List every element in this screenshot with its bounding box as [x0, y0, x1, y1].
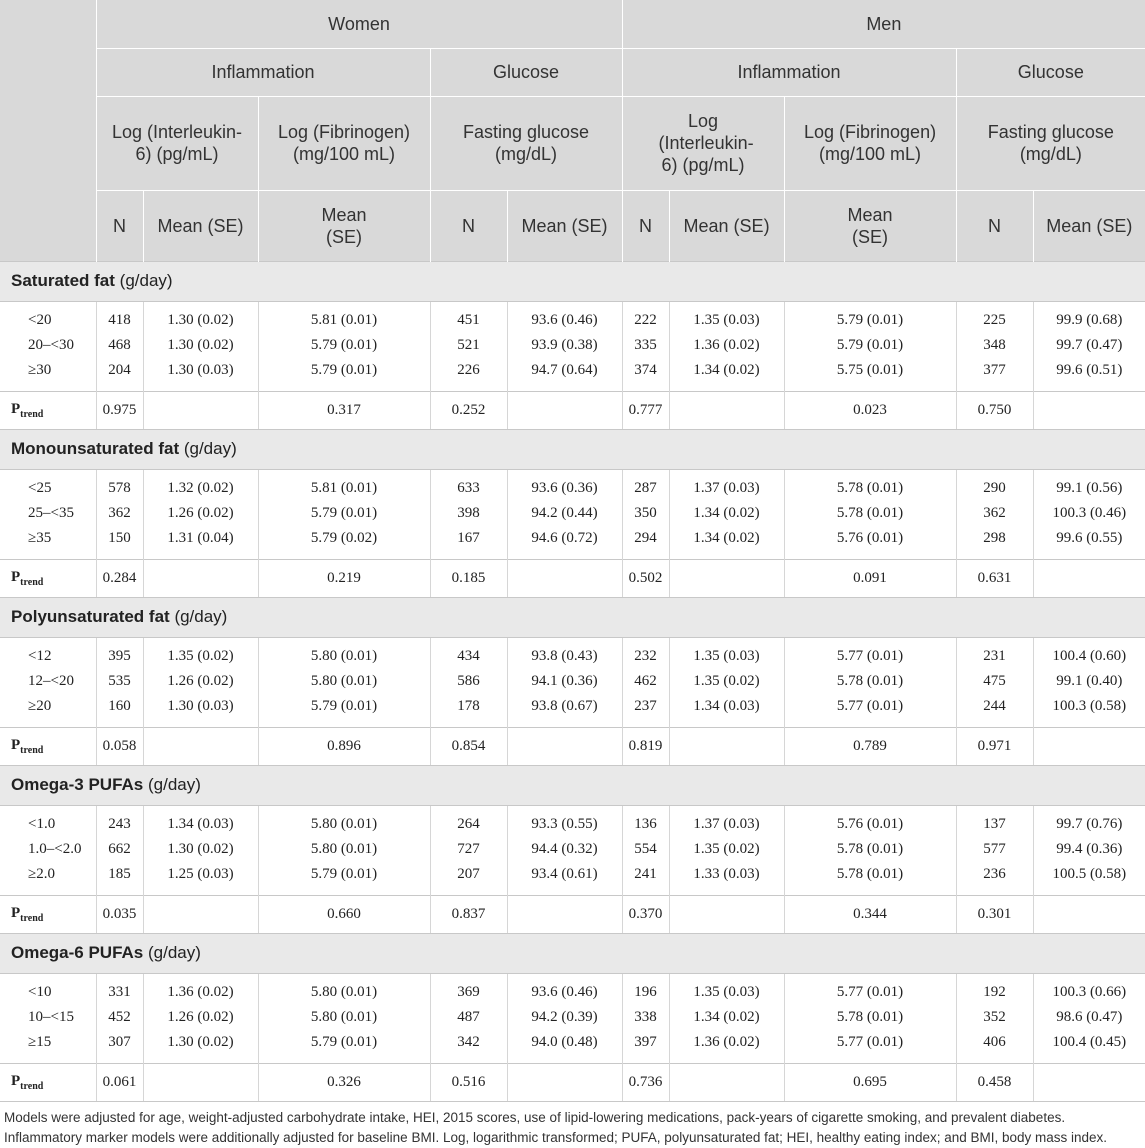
table-cell: 1.34 (0.02): [669, 358, 784, 391]
table-cell: 1.36 (0.02): [669, 1030, 784, 1063]
table-cell: 348: [956, 333, 1033, 358]
table-header: [0, 0, 1145, 261]
empty-cell: [507, 895, 622, 933]
table-cell: 225: [956, 301, 1033, 333]
table-cell: 178: [430, 694, 507, 727]
table-cell: 5.79 (0.01): [258, 501, 430, 526]
table-row: [0, 501, 1145, 526]
p-trend-symbol: P: [11, 400, 21, 417]
p-trend-value: 0.896: [258, 727, 430, 765]
empty-cell: [507, 391, 622, 429]
empty-cell: [143, 727, 258, 765]
table-cell: 475: [956, 669, 1033, 694]
table-cell: 1.30 (0.02): [143, 301, 258, 333]
table-cell: 5.79 (0.01): [258, 333, 430, 358]
table-cell: 342: [430, 1030, 507, 1063]
table-cell: 222: [622, 301, 669, 333]
header-col-mean-se: Mean (SE): [507, 190, 622, 261]
table-row: [0, 694, 1145, 727]
table-cell: 1.34 (0.02): [669, 526, 784, 559]
table-cell: 136: [622, 805, 669, 837]
empty-cell: [669, 1063, 784, 1101]
row-label: <1.0: [28, 815, 56, 832]
table-cell: 362: [96, 501, 143, 526]
table-cell: 5.77 (0.01): [784, 694, 956, 727]
p-trend-subscript: trend: [20, 912, 44, 924]
section-header-row: [0, 765, 1145, 805]
p-trend-value: 0.458: [956, 1063, 1033, 1101]
empty-cell: [669, 727, 784, 765]
table-cell: 451: [430, 301, 507, 333]
table-cell: 554: [622, 837, 669, 862]
table-cell: 204: [96, 358, 143, 391]
empty-cell: [143, 559, 258, 597]
empty-cell: [669, 895, 784, 933]
p-trend-value: 0.971: [956, 727, 1033, 765]
table-row: [0, 526, 1145, 559]
table-cell: 1.36 (0.02): [143, 973, 258, 1005]
table-cell: 5.78 (0.01): [784, 1005, 956, 1030]
table-cell: 99.6 (0.51): [1033, 358, 1145, 391]
table-cell: 5.81 (0.01): [258, 301, 430, 333]
table-cell: 1.30 (0.03): [143, 694, 258, 727]
header-group-men: Men: [622, 0, 1145, 48]
table-cell: 5.78 (0.01): [784, 669, 956, 694]
table-cell: 5.79 (0.01): [258, 694, 430, 727]
table-cell: 100.4 (0.60): [1033, 637, 1145, 669]
table-cell: 5.76 (0.01): [784, 526, 956, 559]
table-cell: 338: [622, 1005, 669, 1030]
table-cell: 231: [956, 637, 1033, 669]
table-cell: 5.79 (0.01): [258, 358, 430, 391]
empty-cell: [1033, 559, 1145, 597]
table-cell: 578: [96, 469, 143, 501]
table-cell: 5.77 (0.01): [784, 637, 956, 669]
empty-cell: [507, 727, 622, 765]
table-cell: 487: [430, 1005, 507, 1030]
table-cell: 1.34 (0.03): [669, 694, 784, 727]
table-cell: 99.7 (0.47): [1033, 333, 1145, 358]
table-cell: 100.3 (0.46): [1033, 501, 1145, 526]
header-col-mean-se: Mean (SE): [1033, 190, 1145, 261]
table-cell: 1.35 (0.02): [143, 637, 258, 669]
table-cell: 207: [430, 862, 507, 895]
table-cell: 1.35 (0.02): [669, 837, 784, 862]
section-name: Monounsaturated fat: [11, 439, 180, 458]
table-cell: 1.35 (0.03): [669, 637, 784, 669]
section-header-row: [0, 597, 1145, 637]
section-name: Omega-6 PUFAs: [11, 943, 144, 962]
table-cell: 196: [622, 973, 669, 1005]
p-trend-value: 0.854: [430, 727, 507, 765]
header-group-women: Women: [96, 0, 622, 48]
table-cell: 727: [430, 837, 507, 862]
p-trend-value: 0.736: [622, 1063, 669, 1101]
empty-cell: [143, 391, 258, 429]
row-label: ≥20: [28, 697, 52, 714]
table-cell: 98.6 (0.47): [1033, 1005, 1145, 1030]
row-label: 25–<35: [28, 505, 74, 521]
p-trend-symbol: P: [11, 736, 21, 753]
p-trend-value: 0.819: [622, 727, 669, 765]
section-header: [0, 261, 1145, 301]
p-trend-value: 0.660: [258, 895, 430, 933]
table-cell: 100.3 (0.66): [1033, 973, 1145, 1005]
row-label: <20: [28, 311, 52, 328]
section-header: [0, 597, 1145, 637]
table-row: [0, 862, 1145, 895]
p-trend-value: 0.023: [784, 391, 956, 429]
table-cell: 94.0 (0.48): [507, 1030, 622, 1063]
table-cell: 307: [96, 1030, 143, 1063]
header-women-il6: Log (Interleukin-6) (pg/mL): [96, 96, 258, 190]
table-cell: 5.77 (0.01): [784, 973, 956, 1005]
table-cell: 93.6 (0.46): [507, 301, 622, 333]
p-trend-row: [0, 391, 1145, 429]
table-row: [0, 837, 1145, 862]
header-men-glucose: Glucose: [956, 48, 1145, 96]
table-cell: 94.6 (0.72): [507, 526, 622, 559]
table-cell: 468: [96, 333, 143, 358]
table-cell: 1.30 (0.02): [143, 837, 258, 862]
header-col-mean-se: Mean (SE): [669, 190, 784, 261]
p-trend-symbol: P: [11, 568, 21, 585]
row-label: ≥2.0: [28, 865, 55, 882]
table-cell: 5.80 (0.01): [258, 805, 430, 837]
table-cell: 1.26 (0.02): [143, 669, 258, 694]
p-trend-value: 0.035: [96, 895, 143, 933]
table-row: [0, 469, 1145, 501]
p-trend-value: 0.695: [784, 1063, 956, 1101]
table-cell: 5.80 (0.01): [258, 669, 430, 694]
table-cell: 99.1 (0.40): [1033, 669, 1145, 694]
table-cell: 150: [96, 526, 143, 559]
table-cell: 395: [96, 637, 143, 669]
table-cell: 1.35 (0.03): [669, 973, 784, 1005]
table-cell: 99.9 (0.68): [1033, 301, 1145, 333]
empty-cell: [1033, 1063, 1145, 1101]
empty-cell: [507, 559, 622, 597]
table-row: [0, 301, 1145, 333]
p-trend-value: 0.516: [430, 1063, 507, 1101]
row-label: 1.0–<2.0: [28, 841, 82, 857]
table-cell: 5.78 (0.01): [784, 862, 956, 895]
empty-cell: [669, 559, 784, 597]
table-cell: 93.3 (0.55): [507, 805, 622, 837]
empty-cell: [143, 1063, 258, 1101]
table-cell: 94.4 (0.32): [507, 837, 622, 862]
table-cell: 94.1 (0.36): [507, 669, 622, 694]
table-cell: 94.2 (0.39): [507, 1005, 622, 1030]
table-cell: 5.79 (0.02): [258, 526, 430, 559]
section-header-row: [0, 261, 1145, 301]
table-cell: 100.4 (0.45): [1033, 1030, 1145, 1063]
table-cell: 5.75 (0.01): [784, 358, 956, 391]
header-col-n: N: [96, 190, 143, 261]
p-trend-subscript: trend: [20, 576, 44, 588]
header-col-mean-se: Mean (SE): [784, 190, 956, 261]
table-cell: 241: [622, 862, 669, 895]
p-trend-value: 0.837: [430, 895, 507, 933]
table-cell: 94.7 (0.64): [507, 358, 622, 391]
table-cell: 5.77 (0.01): [784, 1030, 956, 1063]
table-cell: 5.80 (0.01): [258, 837, 430, 862]
table-cell: 462: [622, 669, 669, 694]
table-cell: 5.80 (0.01): [258, 637, 430, 669]
table-cell: 1.30 (0.02): [143, 333, 258, 358]
p-trend-value: 0.301: [956, 895, 1033, 933]
p-trend-value: 0.252: [430, 391, 507, 429]
p-trend-subscript: trend: [20, 1080, 44, 1092]
empty-cell: [1033, 895, 1145, 933]
empty-cell: [1033, 391, 1145, 429]
table-cell: 1.26 (0.02): [143, 1005, 258, 1030]
p-trend-value: 0.631: [956, 559, 1033, 597]
table-cell: 369: [430, 973, 507, 1005]
table-cell: 1.37 (0.03): [669, 469, 784, 501]
p-trend-label: [0, 727, 96, 765]
table-cell: 5.78 (0.01): [784, 469, 956, 501]
section-unit: (g/day): [174, 607, 228, 626]
p-trend-value: 0.789: [784, 727, 956, 765]
table-cell: 237: [622, 694, 669, 727]
header-col-mean-se: Mean (SE): [258, 190, 430, 261]
section-header-row: [0, 933, 1145, 973]
row-label: <10: [28, 983, 52, 1000]
table-row: [0, 333, 1145, 358]
section-header: [0, 765, 1145, 805]
table-cell: 93.4 (0.61): [507, 862, 622, 895]
header-col-mean-se: Mean (SE): [143, 190, 258, 261]
p-trend-value: 0.975: [96, 391, 143, 429]
table-cell: 5.79 (0.01): [258, 862, 430, 895]
p-trend-subscript: trend: [20, 744, 44, 756]
section-name: Omega-3 PUFAs: [11, 775, 144, 794]
row-label: ≥30: [28, 361, 52, 378]
table-cell: 1.36 (0.02): [669, 333, 784, 358]
table-cell: 331: [96, 973, 143, 1005]
header-men-fasting-glucose: Fasting glucose (mg/dL): [956, 96, 1145, 190]
header-women-fasting-glucose: Fasting glucose (mg/dL): [430, 96, 622, 190]
table-cell: 244: [956, 694, 1033, 727]
table-cell: 5.78 (0.01): [784, 501, 956, 526]
section-unit: (g/day): [148, 775, 201, 794]
p-trend-value: 0.326: [258, 1063, 430, 1101]
table-row: [0, 805, 1145, 837]
table-cell: 226: [430, 358, 507, 391]
table-cell: 294: [622, 526, 669, 559]
table-cell: 452: [96, 1005, 143, 1030]
table-cell: 5.79 (0.01): [784, 301, 956, 333]
header-men-il6: Log (Interleukin-6) (pg/mL): [622, 96, 784, 190]
p-trend-value: 0.219: [258, 559, 430, 597]
empty-cell: [507, 1063, 622, 1101]
table-cell: 93.6 (0.46): [507, 973, 622, 1005]
p-trend-value: 0.061: [96, 1063, 143, 1101]
table-cell: 1.26 (0.02): [143, 501, 258, 526]
empty-cell: [143, 895, 258, 933]
table-footnote: Models were adjusted for age, weight-adjusted carbohydrate intake, HEI, 2015 scores, use of lipid-lowering medications, pack-years of cigarette smoking, and prevalent diabetes. Inflammatory marker models were additionally adjusted for baseline BMI. Log, logarithmic transformed; PUFA, polyunsaturated fat; HEI, healthy eating index; and BMI, body mass index.: [4, 1109, 1108, 1145]
table-cell: 1.30 (0.03): [143, 358, 258, 391]
p-trend-symbol: P: [11, 1072, 21, 1089]
p-trend-value: 0.777: [622, 391, 669, 429]
table-cell: 5.78 (0.01): [784, 837, 956, 862]
table-row: [0, 1030, 1145, 1063]
table-cell: 586: [430, 669, 507, 694]
table-cell: 1.37 (0.03): [669, 805, 784, 837]
section-unit: (g/day): [148, 943, 201, 962]
p-trend-label: [0, 559, 96, 597]
p-trend-row: [0, 559, 1145, 597]
row-label: 12–<20: [28, 673, 74, 689]
table-cell: 94.2 (0.44): [507, 501, 622, 526]
table-row: [0, 973, 1145, 1005]
table-cell: 335: [622, 333, 669, 358]
table-cell: 577: [956, 837, 1033, 862]
table-cell: 93.9 (0.38): [507, 333, 622, 358]
table-cell: 5.80 (0.01): [258, 973, 430, 1005]
table-cell: 5.81 (0.01): [258, 469, 430, 501]
table-cell: 100.5 (0.58): [1033, 862, 1145, 895]
header-col-n: N: [956, 190, 1033, 261]
p-trend-value: 0.344: [784, 895, 956, 933]
section-header: [0, 933, 1145, 973]
header-women-glucose: Glucose: [430, 48, 622, 96]
header-women-fibrinogen: Log (Fibrinogen) (mg/100 mL): [258, 96, 430, 190]
p-trend-value: 0.502: [622, 559, 669, 597]
p-trend-value: 0.370: [622, 895, 669, 933]
table-row: [0, 637, 1145, 669]
table-body: [0, 261, 1145, 1101]
section-unit: (g/day): [119, 271, 173, 290]
table-cell: 398: [430, 501, 507, 526]
table-cell: 377: [956, 358, 1033, 391]
section-header-row: [0, 429, 1145, 469]
table-cell: 99.7 (0.76): [1033, 805, 1145, 837]
table-cell: 298: [956, 526, 1033, 559]
table-cell: 406: [956, 1030, 1033, 1063]
table-cell: 633: [430, 469, 507, 501]
table-cell: 662: [96, 837, 143, 862]
header-women-inflammation: Inflammation: [96, 48, 430, 96]
table-cell: 236: [956, 862, 1033, 895]
table-cell: 185: [96, 862, 143, 895]
table-cell: 99.1 (0.56): [1033, 469, 1145, 501]
table-cell: 264: [430, 805, 507, 837]
row-label: ≥15: [28, 1033, 52, 1050]
table-row: [0, 1005, 1145, 1030]
table-cell: 418: [96, 301, 143, 333]
header-corner: [0, 0, 96, 261]
table-cell: 1.34 (0.03): [143, 805, 258, 837]
header-men-fibrinogen: Log (Fibrinogen) (mg/100 mL): [784, 96, 956, 190]
p-trend-subscript: trend: [20, 408, 44, 420]
header-col-n: N: [622, 190, 669, 261]
section-header: [0, 429, 1145, 469]
p-trend-value: 0.058: [96, 727, 143, 765]
row-label: ≥35: [28, 529, 52, 546]
table-cell: 521: [430, 333, 507, 358]
table-row: [0, 358, 1145, 391]
p-trend-row: [0, 1063, 1145, 1101]
table-cell: 192: [956, 973, 1033, 1005]
empty-cell: [669, 391, 784, 429]
p-trend-value: 0.284: [96, 559, 143, 597]
p-trend-label: [0, 1063, 96, 1101]
table-cell: 374: [622, 358, 669, 391]
table-cell: 1.25 (0.03): [143, 862, 258, 895]
row-label: <25: [28, 479, 52, 496]
p-trend-value: 0.091: [784, 559, 956, 597]
table-cell: 5.79 (0.01): [258, 1030, 430, 1063]
header-men-inflammation: Inflammation: [622, 48, 956, 96]
p-trend-value: 0.750: [956, 391, 1033, 429]
table-cell: 1.35 (0.02): [669, 669, 784, 694]
table-cell: 5.80 (0.01): [258, 1005, 430, 1030]
section-name: Saturated fat: [11, 271, 115, 290]
table-cell: 137: [956, 805, 1033, 837]
table-cell: 350: [622, 501, 669, 526]
p-trend-symbol: P: [11, 904, 21, 921]
table-cell: 243: [96, 805, 143, 837]
table-cell: 99.6 (0.55): [1033, 526, 1145, 559]
table-cell: 1.34 (0.02): [669, 501, 784, 526]
section-name: Polyunsaturated fat: [11, 607, 170, 626]
table-cell: 232: [622, 637, 669, 669]
table-cell: 535: [96, 669, 143, 694]
table-cell: 287: [622, 469, 669, 501]
table-cell: 93.8 (0.43): [507, 637, 622, 669]
table-cell: 100.3 (0.58): [1033, 694, 1145, 727]
table-cell: 434: [430, 637, 507, 669]
section-unit: (g/day): [183, 439, 237, 458]
p-trend-label: [0, 895, 96, 933]
table-cell: 5.76 (0.01): [784, 805, 956, 837]
table-cell: 352: [956, 1005, 1033, 1030]
table-cell: 397: [622, 1030, 669, 1063]
table-cell: 290: [956, 469, 1033, 501]
table-cell: 1.32 (0.02): [143, 469, 258, 501]
row-label: <12: [28, 647, 52, 664]
p-trend-value: 0.185: [430, 559, 507, 597]
p-trend-label: [0, 391, 96, 429]
p-trend-value: 0.317: [258, 391, 430, 429]
table-cell: 1.31 (0.04): [143, 526, 258, 559]
table-cell: 1.33 (0.03): [669, 862, 784, 895]
table-cell: 167: [430, 526, 507, 559]
p-trend-row: [0, 895, 1145, 933]
table-cell: 93.8 (0.67): [507, 694, 622, 727]
p-trend-row: [0, 727, 1145, 765]
table-cell: 99.4 (0.36): [1033, 837, 1145, 862]
table-cell: 1.34 (0.02): [669, 1005, 784, 1030]
row-label: 10–<15: [28, 1009, 74, 1025]
row-label: 20–<30: [28, 337, 74, 353]
table-row: [0, 669, 1145, 694]
table-cell: 93.6 (0.36): [507, 469, 622, 501]
empty-cell: [1033, 727, 1145, 765]
header-col-n: N: [430, 190, 507, 261]
table-cell: 5.79 (0.01): [784, 333, 956, 358]
table-cell: 1.30 (0.02): [143, 1030, 258, 1063]
table-cell: 362: [956, 501, 1033, 526]
table-cell: 1.35 (0.03): [669, 301, 784, 333]
table-cell: 160: [96, 694, 143, 727]
